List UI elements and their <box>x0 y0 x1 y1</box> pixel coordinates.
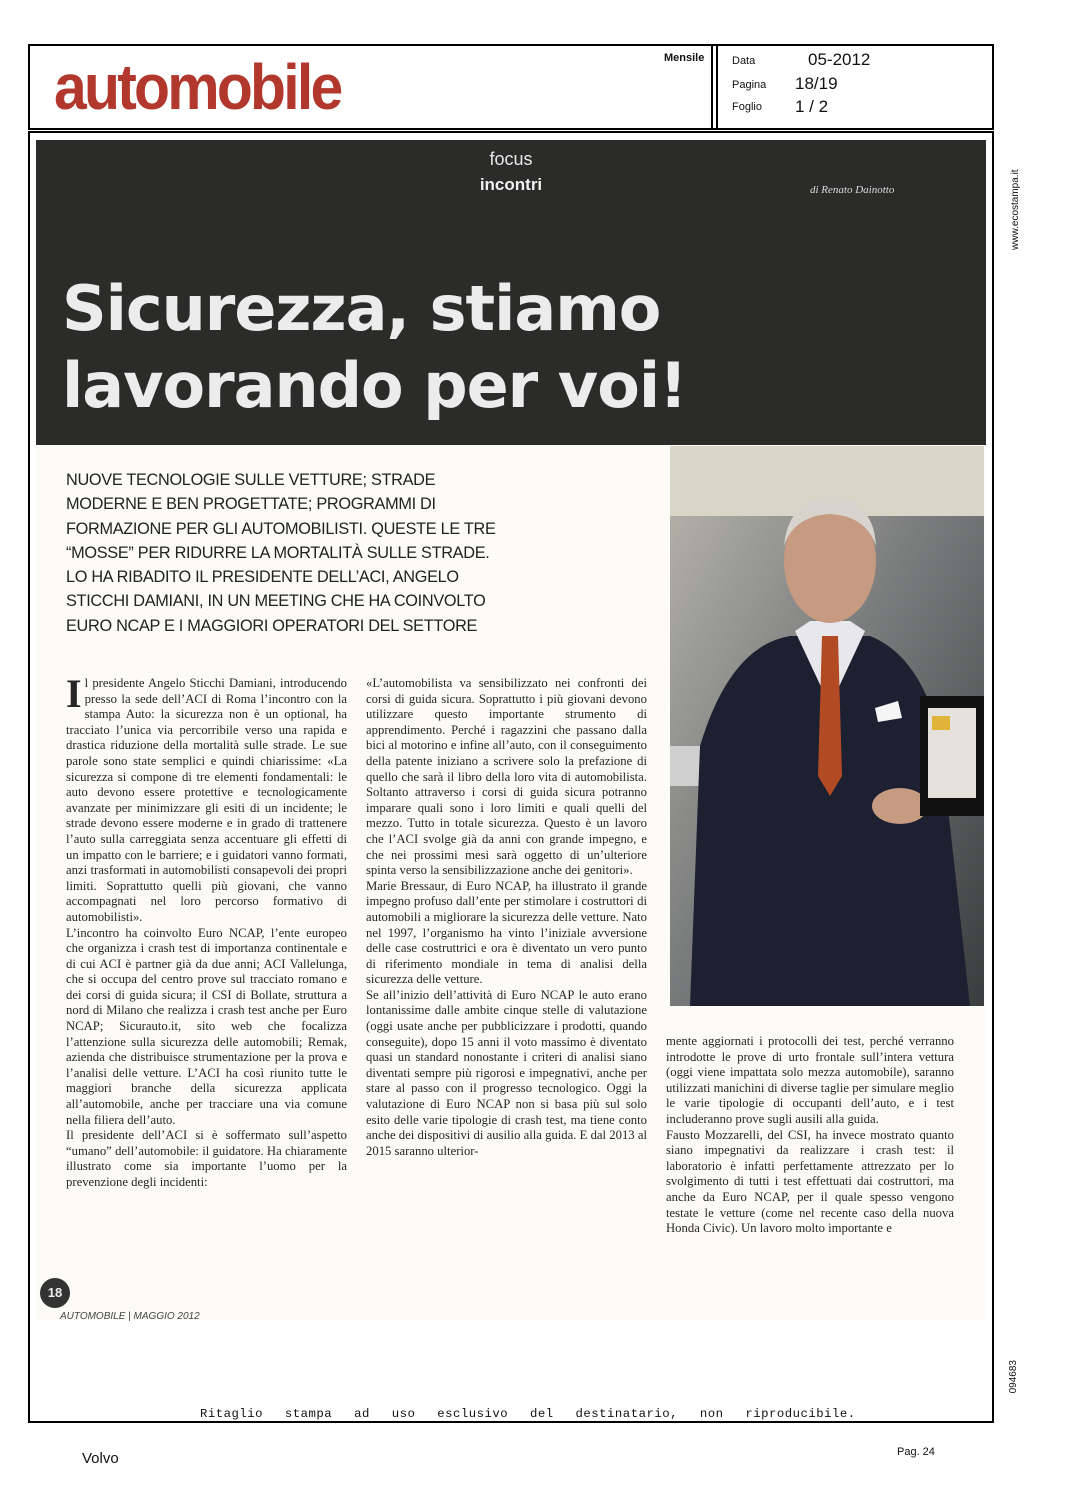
body-column-1 <box>66 671 347 1191</box>
date-label: Data <box>732 55 756 67</box>
magazine-page-number: 18 <box>40 1278 70 1308</box>
headline-line-1: Sicurezza, stiamo <box>62 272 661 345</box>
logo-part-mobile: mobile <box>167 51 341 123</box>
body-column-2 <box>366 676 647 1159</box>
dropcap: I <box>66 671 82 716</box>
client-name: Volvo <box>82 1450 119 1467</box>
sheet-label: Foglio <box>732 101 762 113</box>
page-value: 18/19 <box>795 74 838 93</box>
magazine-footer: AUTOMOBILE | MAGGIO 2012 <box>60 1311 200 1322</box>
col2-paragraph-1: «L’automobilista va sensibilizzato nei confronti dei corsi di guida sicura. Soprattutto i più giovani devono utilizzare questo importante strumento di apprendimento. Perché i ragazzini che passano dalla bici al motorino e infine all’auto, con il conseguimento della patente iniziano a scrivere solo la prefazione di quello che sarà il libro della loro vita di automobilista. Soltanto attraverso i corsi di guida sicura potranno imparare quali sono i loro limiti e quali quelli del mezzo. Tutto in totale sicurezza. Questo è un lavoro che l’ACI svolge già da anni con grande impegno, e che nei prossimi mesi sarà oggetto di un’ulteriore spinta verso la sensibilizzazione anche dei genitori». <box>366 676 647 878</box>
page-label: Pagina <box>732 79 767 91</box>
pdf-page-number: Pag. 24 <box>897 1446 935 1458</box>
date-value: 05-2012 <box>808 50 871 69</box>
lede: NUOVE TECNOLOGIE SULLE VETTURE; STRADE MODERNE E BEN PROGETTATE; PROGRAMMI DI FORMAZIONE PER GLI AUTOMOBILISTI. QUESTE LE TRE “MOSSE” PER RIDURRE LA MORTALITÀ SULLE STRADE. LO HA RIBADITO IL PRESIDENTE DELL’ACI, ANGELO STICCHI DAMIANI, IN UN MEETING CHE HA COINVOLTO EURO NCAP E I MAGGIORI OPERATORI DEL SETTORE <box>66 471 496 635</box>
source-url: www.ecostampa.it <box>1010 169 1021 250</box>
subsection-label: incontri <box>479 175 543 194</box>
col2-paragraph-2: Marie Bressaur, di Euro NCAP, ha illustrato il grande impegno profuso dall’ente per stimolare i costruttori di automobili a migliorare la sicurezza delle vetture. Nato nel 1997, l’organismo ha vinto l’iniziale avversione delle case costruttrici e ora è diventato un vero punto di riferimento mondiale in tema di analisi della sicurezza delle vetture. <box>366 878 647 987</box>
col2-paragraph-3: Se all’inizio dell’attività di Euro NCAP le auto erano lontanissime dalle ambite cinque stelle di valutazione (oggi usate anche per pubblicizzare i prodotti, quando conseguite), dopo 15 anni il voto massimo è diventato quasi un standard nonostante i criteri di analisi siano diventati sempre più rigorosi e impegnativi, anche per stare al passo con il progresso tecnologico. Oggi la valutazione di Euro NCAP non si basa più sul solo esito delle varie tipologie di crash test, ma tiene conto anche dei dispositivi di ausilio alla guida. E dal 2013 al 2015 saranno ulterior- <box>366 987 647 1158</box>
col1-paragraph-2: L’incontro ha coinvolto Euro NCAP, l’ente europeo che organizza i crash test di importanza continentale e di cui ACI è partner già da due anni; ACI Vallelunga, che si occupa del centro prove sul tracciato romano e dei corsi di guida sicura; il CSI di Bollate, struttura a nord di Milano che realizza i crash test anche per Euro NCAP; Sicurauto.it, sito web che focalizza l’attenzione sulla sicurezza delle automobili; Remak, azienda che distribuisce strumentazione per la prova e l’analisi delle vetture. L’ACI ha così riunito tutte le maggiori branche della sicurezza applicata all’automobile, anche per tracciare una via comune nella filiera dell’auto. <box>66 925 347 1127</box>
headline-line-2: lavorando per voi! <box>62 349 687 422</box>
headline <box>62 270 962 424</box>
col3-paragraph-2: Fausto Mozzarelli, del CSI, ha invece mostrato quanto siano impegnativi da realizzare i crash test: il laboratorio è infatti perfettamente attrezzato per lo svolgimento di tutti i test effettuati dai costruttori, ma anche da Euro NCAP, per il quale spesso vengono testate le vetture (come nel recente caso della nuova Honda Civic). Un lavoro molto importante e <box>666 1127 954 1236</box>
logo-part-auto: auto <box>54 51 168 123</box>
section-label: focus <box>489 149 533 169</box>
col3-paragraph-1: mente aggiornati i protocolli dei test, perché verranno introdotte le prove di urto frontale sull’intera vettura (oggi viene impattata solo mezza automobile), saranno utilizzati manichini di diverse taglie per simulare meglio le varie tipologie di occupanti dell’auto, e i test includeranno prove sugli ausili alla guida. <box>666 1034 954 1126</box>
clipping-code: 094683 <box>1008 1360 1019 1394</box>
sheet-value: 1 / 2 <box>795 97 829 116</box>
body-column-3 <box>666 1034 954 1237</box>
president-photo <box>670 446 984 1006</box>
col1-paragraph-3: Il presidente dell’ACI si è soffermato sull’aspetto “umano” dell’automobile: il guidatore. Ha chiaramente illustrato come sia importante l’uomo per la prevenzione degli incidenti: <box>66 1128 347 1189</box>
byline: di Renato Dainotto <box>810 184 895 196</box>
col1-paragraph-1: l presidente Angelo Sticchi Damiani, introducendo presso la sede dell’ACI di Roma l’incontro con la stampa Auto: la sicurezza non è un optional, ha tracciato l’unica via percorribile verso una rapida e drastica riduzione della mortalità sulle strade. Le sue parole sono state semplici e quindi chiarissime: «La sicurezza si compone di tre elementi fondamentali: le auto devono essere protettive e tecnologicamente avanzate per minimizzare gli esiti di un incidente; le strade devono essere moderne e in grado di trattenere l’auto sulla carreggiata senza accentuare gli effetti di un impatto con le barriere; e i guidatori vanno formati, anzi trasformati in automobilisti consapevoli dei propri limiti. Soprattutto quelli più giovani, che vanno accompagnati nel loro percorso formativo di automobilisti». <box>66 676 347 924</box>
frequency-label: Mensile <box>664 52 705 64</box>
reproduction-notice: Ritaglio stampa ad uso esclusivo del destinatario, non riproducibile. <box>200 1407 856 1421</box>
masthead-logo <box>54 52 340 122</box>
